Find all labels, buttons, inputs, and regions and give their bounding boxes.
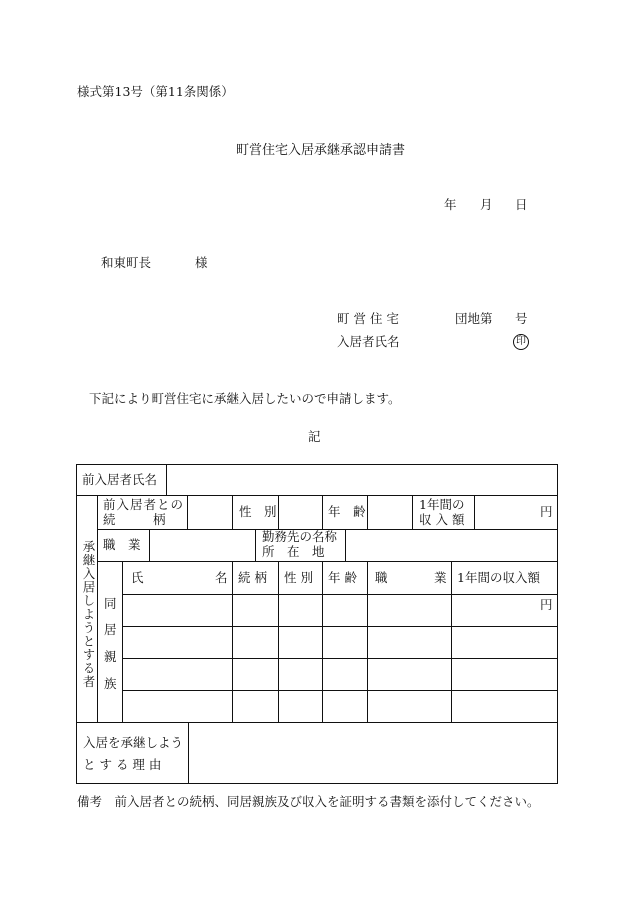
- family-col-age: 年 齢: [328, 570, 357, 585]
- remarks-note: 備考 前入居者との続柄、同居親族及び収入を証明する書類を添付してください。: [77, 794, 540, 809]
- housing-number-suffix: 号: [515, 311, 528, 326]
- date-day-label: 日: [515, 197, 528, 212]
- prev-resident-name-field[interactable]: [170, 466, 556, 494]
- sex-label: 性 別: [239, 504, 277, 519]
- workplace-label-line1: 勤務先の名称: [262, 529, 338, 544]
- addressee-honorific: 様: [195, 255, 208, 270]
- family-label-char-1: 同: [104, 596, 117, 611]
- date-year-label: 年: [444, 197, 457, 212]
- family-col-sex: 性 別: [284, 570, 313, 585]
- family-col-occupation-right: 業: [434, 570, 447, 585]
- seal-mark: 印: [513, 334, 529, 350]
- addressee-name: 和東町長: [101, 255, 152, 270]
- family-col-occupation-left: 職: [375, 570, 388, 585]
- family-income-yen-unit: 円: [540, 597, 553, 612]
- income-yen-unit: 円: [540, 504, 553, 519]
- form-number: 様式第13号（第11条関係）: [77, 84, 234, 99]
- workplace-label-line2: 所 在 地: [262, 544, 325, 559]
- family-col-name-left: 氏: [131, 570, 144, 585]
- family-col-relation: 続 柄: [238, 570, 267, 585]
- family-col-income: 1年間の収入額: [457, 570, 540, 585]
- family-col-name-right: 名: [215, 570, 228, 585]
- relation-label-line2: 続 柄: [103, 512, 166, 527]
- income-label-line1: 1年間の: [419, 497, 465, 512]
- occupation-label: 職 業: [103, 537, 141, 552]
- document-title: 町営住宅入居承継承認申請書: [236, 143, 406, 158]
- age-label: 年 齢: [328, 504, 366, 519]
- intro-sentence: 下記により町営住宅に承継入居したいので申請します。: [89, 391, 401, 406]
- ki-label: 記: [308, 429, 321, 444]
- reason-field[interactable]: [192, 725, 555, 781]
- successor-section-label: 承継入居しようとする者: [81, 540, 96, 689]
- income-label-line2: 収 入 額: [419, 512, 465, 527]
- seal-icon: [513, 334, 529, 350]
- reason-label-line1: 入居を承継しよう: [83, 735, 184, 750]
- family-label-char-4: 族: [104, 676, 117, 691]
- family-label-char-3: 親: [104, 649, 117, 664]
- relation-label-line1: 前入居者との: [103, 497, 185, 512]
- family-label-char-2: 居: [104, 622, 117, 637]
- date-month-label: 月: [480, 197, 493, 212]
- resident-name-label: 入居者氏名: [337, 334, 400, 349]
- prev-resident-name-label: 前入居者氏名: [82, 472, 158, 487]
- housing-estate-label: 団地第: [455, 311, 493, 326]
- reason-label-line2: と す る 理 由: [83, 757, 162, 772]
- housing-label: 町 営 住 宅: [337, 311, 399, 326]
